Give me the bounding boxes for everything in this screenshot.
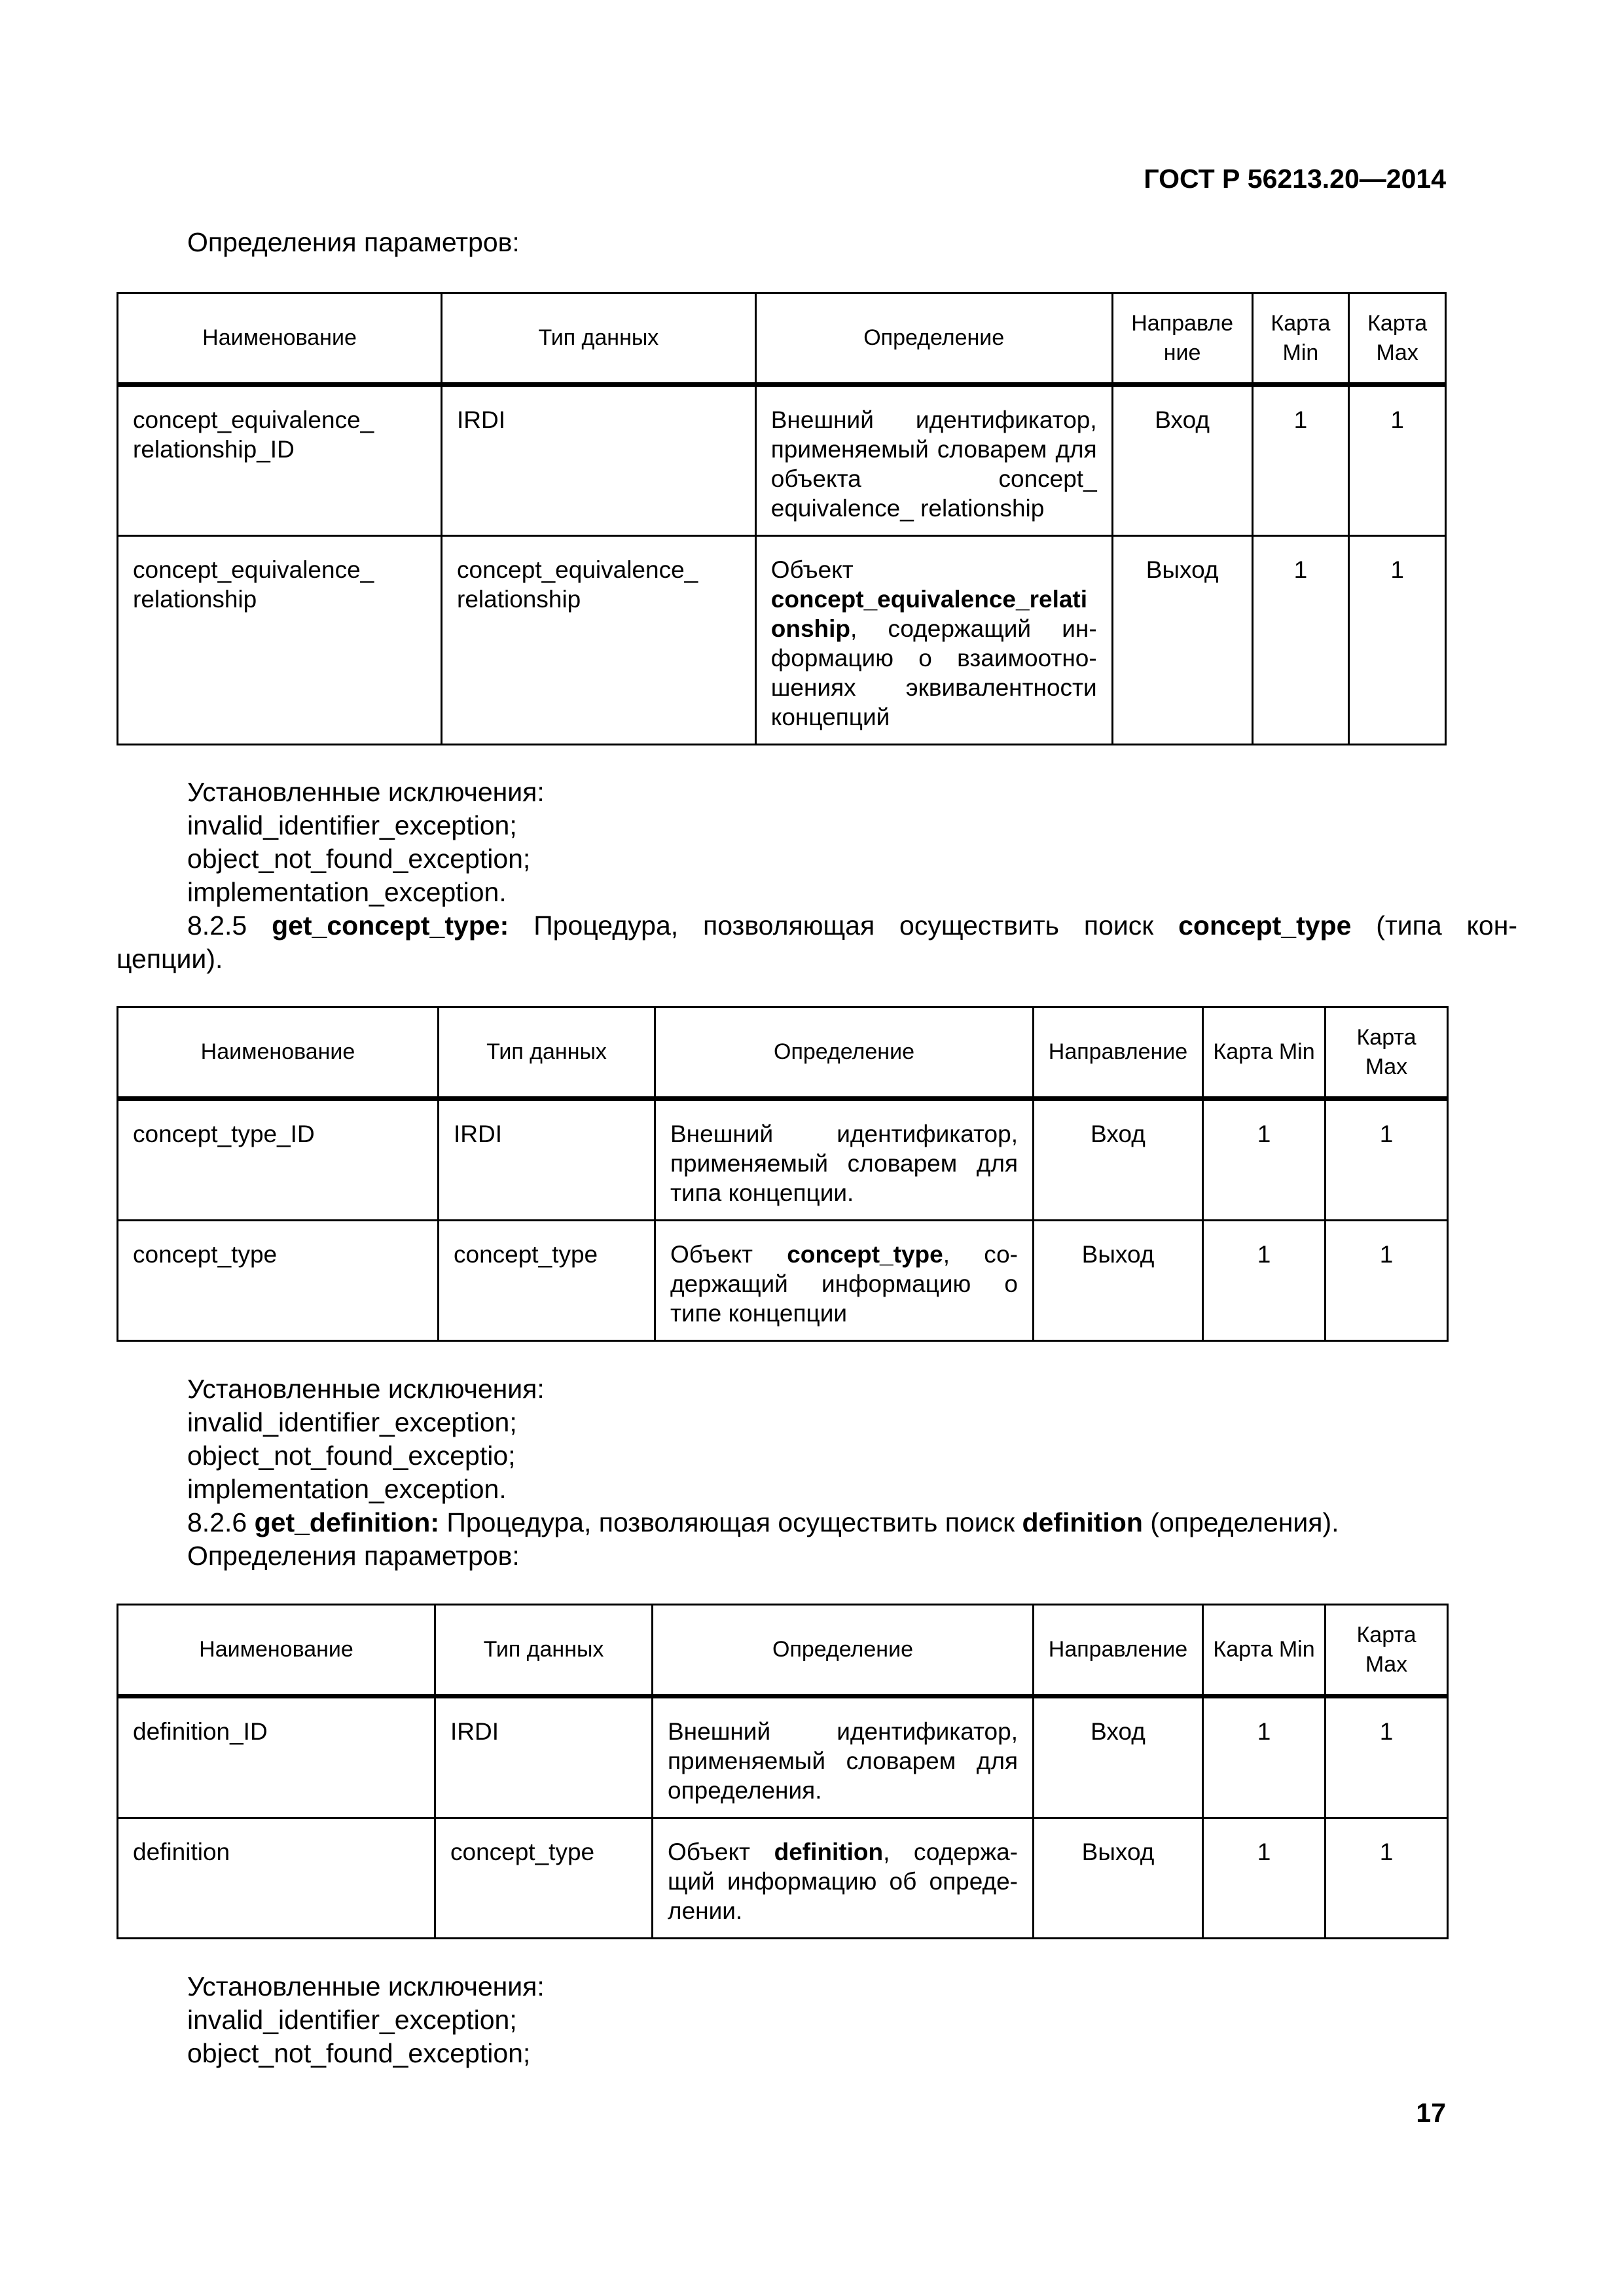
page-number: 17	[1416, 2098, 1446, 2128]
section-text: (типа кон-	[1351, 910, 1517, 941]
cell-definition: Внешний идентификатор, применяемый словарем для определения.	[653, 1696, 1034, 1818]
header-card-max: Карта Max	[1326, 1605, 1448, 1696]
cell-card-max: 1	[1326, 1696, 1448, 1818]
exception-item: object_not_found_exceptio;	[187, 1441, 516, 1471]
cell-definition	[655, 1221, 1034, 1341]
def-bold-term: concept_type	[787, 1241, 943, 1268]
section-number: 8.2.6	[187, 1507, 255, 1537]
table-row	[118, 1221, 1448, 1341]
header-card-min: Карта Min	[1252, 293, 1349, 385]
table-row	[118, 1696, 1448, 1818]
cell-card-min: 1	[1203, 1818, 1326, 1939]
header-direction: Направление	[1034, 1007, 1203, 1099]
header-card-max: Карта Max	[1326, 1007, 1448, 1099]
cell-direction: Вход	[1034, 1696, 1203, 1818]
section-text: Процедура, позволяющая осуществить поиск	[439, 1507, 1022, 1537]
exception-item: invalid_identifier_exception;	[187, 810, 517, 840]
header-definition: Определение	[655, 1007, 1034, 1099]
cell-card-min: 1	[1203, 1696, 1326, 1818]
def-prefix: Объект	[770, 556, 854, 583]
header-direction: Направление	[1034, 1605, 1203, 1696]
function-name: get_concept_type:	[272, 910, 509, 941]
header-name: Наименование	[118, 1605, 435, 1696]
table-row	[118, 1818, 1448, 1939]
function-name: get_definition:	[254, 1507, 440, 1537]
exception-item: invalid_identifier_exception;	[187, 2005, 517, 2035]
header-card-max: Карта Max	[1349, 293, 1446, 385]
section-8-2-5-line2: цепции).	[117, 944, 223, 974]
cell-type: IRDI	[435, 1696, 653, 1818]
def-prefix: Объект	[668, 1839, 774, 1865]
cell-direction: Вход	[1112, 385, 1252, 536]
cell-card-min: 1	[1203, 1221, 1326, 1341]
cell-type: concept_type	[435, 1818, 653, 1939]
cell-direction: Вход	[1034, 1099, 1203, 1221]
header-direction: Направле ние	[1112, 293, 1252, 385]
exceptions-title: Установленные исключения:	[187, 777, 545, 807]
bold-term: definition	[1022, 1507, 1143, 1537]
header-card-min: Карта Min	[1203, 1007, 1326, 1099]
cell-card-max: 1	[1326, 1818, 1448, 1939]
cell-type: IRDI	[439, 1099, 655, 1221]
header-type: Тип данных	[442, 293, 756, 385]
exceptions-title: Установленные исключения:	[187, 1374, 545, 1404]
cell-card-min: 1	[1252, 385, 1349, 536]
header-type: Тип данных	[439, 1007, 655, 1099]
cell-name: definition_ID	[118, 1696, 435, 1818]
cell-type: concept_equivalence_ relationship	[442, 536, 756, 745]
cell-name: concept_type_ID	[118, 1099, 439, 1221]
header-name: Наименование	[118, 293, 442, 385]
section-number: 8.2.5	[187, 910, 272, 941]
cell-card-max: 1	[1349, 536, 1446, 745]
table-header-row	[118, 1007, 1448, 1099]
parameters-label: Определения параметров:	[187, 1541, 520, 1571]
exception-item: invalid_identifier_exception;	[187, 1407, 517, 1437]
params-table-concept-type	[117, 1006, 1449, 1342]
cell-direction: Выход	[1112, 536, 1252, 745]
def-suffix: , содержа-щий информацию об опреде-лении.	[668, 1839, 1019, 1924]
cell-name: definition	[118, 1818, 435, 1939]
header-card-min: Карта Min	[1203, 1605, 1326, 1696]
section-8-2-5-line1	[117, 909, 1517, 942]
cell-direction: Выход	[1034, 1221, 1203, 1341]
def-suffix: , со-держащий информацию о типе концепции	[670, 1241, 1019, 1327]
header-type: Тип данных	[435, 1605, 653, 1696]
cell-name: concept_equivalence_ relationship_ID	[118, 385, 442, 536]
cell-type: IRDI	[442, 385, 756, 536]
header-definition: Определение	[653, 1605, 1034, 1696]
def-suffix: , содержащий ин-формацию о взаимоотно-шениях эквивалентности концепций	[770, 615, 1097, 730]
cell-card-max: 1	[1326, 1099, 1448, 1221]
bold-term: concept_type	[1178, 910, 1352, 941]
cell-name: concept_type	[118, 1221, 439, 1341]
table-header-row	[118, 293, 1446, 385]
table-header-row	[118, 1605, 1448, 1696]
cell-definition: Внешний идентификатор, применяемый словарем для объекта concept_ equivalence_ relationship	[755, 385, 1112, 536]
section-text: (определения).	[1142, 1507, 1339, 1537]
cell-definition: Внешний идентификатор, применяемый словарем для типа концепции.	[655, 1099, 1034, 1221]
exceptions-title: Установленные исключения:	[187, 1971, 545, 2001]
exception-item: implementation_exception.	[187, 1474, 507, 1504]
table-row	[118, 385, 1446, 536]
params-table-definition	[117, 1604, 1449, 1939]
cell-definition	[653, 1818, 1034, 1939]
cell-type: concept_type	[439, 1221, 655, 1341]
def-bold-term: concept_equivalence_relati onship	[770, 586, 1088, 642]
exception-item: implementation_exception.	[187, 877, 507, 907]
header-name: Наименование	[118, 1007, 439, 1099]
params-table-concept-equivalence	[117, 292, 1447, 745]
cell-card-max: 1	[1326, 1221, 1448, 1341]
def-bold-term: definition	[774, 1839, 884, 1865]
header-definition: Определение	[755, 293, 1112, 385]
section-text: Процедура, позволяющая осуществить поиск	[509, 910, 1179, 941]
cell-card-min: 1	[1252, 536, 1349, 745]
cell-definition	[755, 536, 1112, 745]
table-row	[118, 536, 1446, 745]
def-prefix: Объект	[670, 1241, 787, 1268]
table-row	[118, 1099, 1448, 1221]
exception-item: object_not_found_exception;	[187, 2038, 531, 2068]
cell-card-max: 1	[1349, 385, 1446, 536]
exception-item: object_not_found_exception;	[187, 844, 531, 874]
document-code: ГОСТ Р 56213.20—2014	[1144, 164, 1446, 194]
parameters-label: Определения параметров:	[187, 227, 520, 257]
section-8-2-6-line	[117, 1506, 1517, 1539]
cell-name: concept_equivalence_ relationship	[118, 536, 442, 745]
cell-card-min: 1	[1203, 1099, 1326, 1221]
cell-direction: Выход	[1034, 1818, 1203, 1939]
